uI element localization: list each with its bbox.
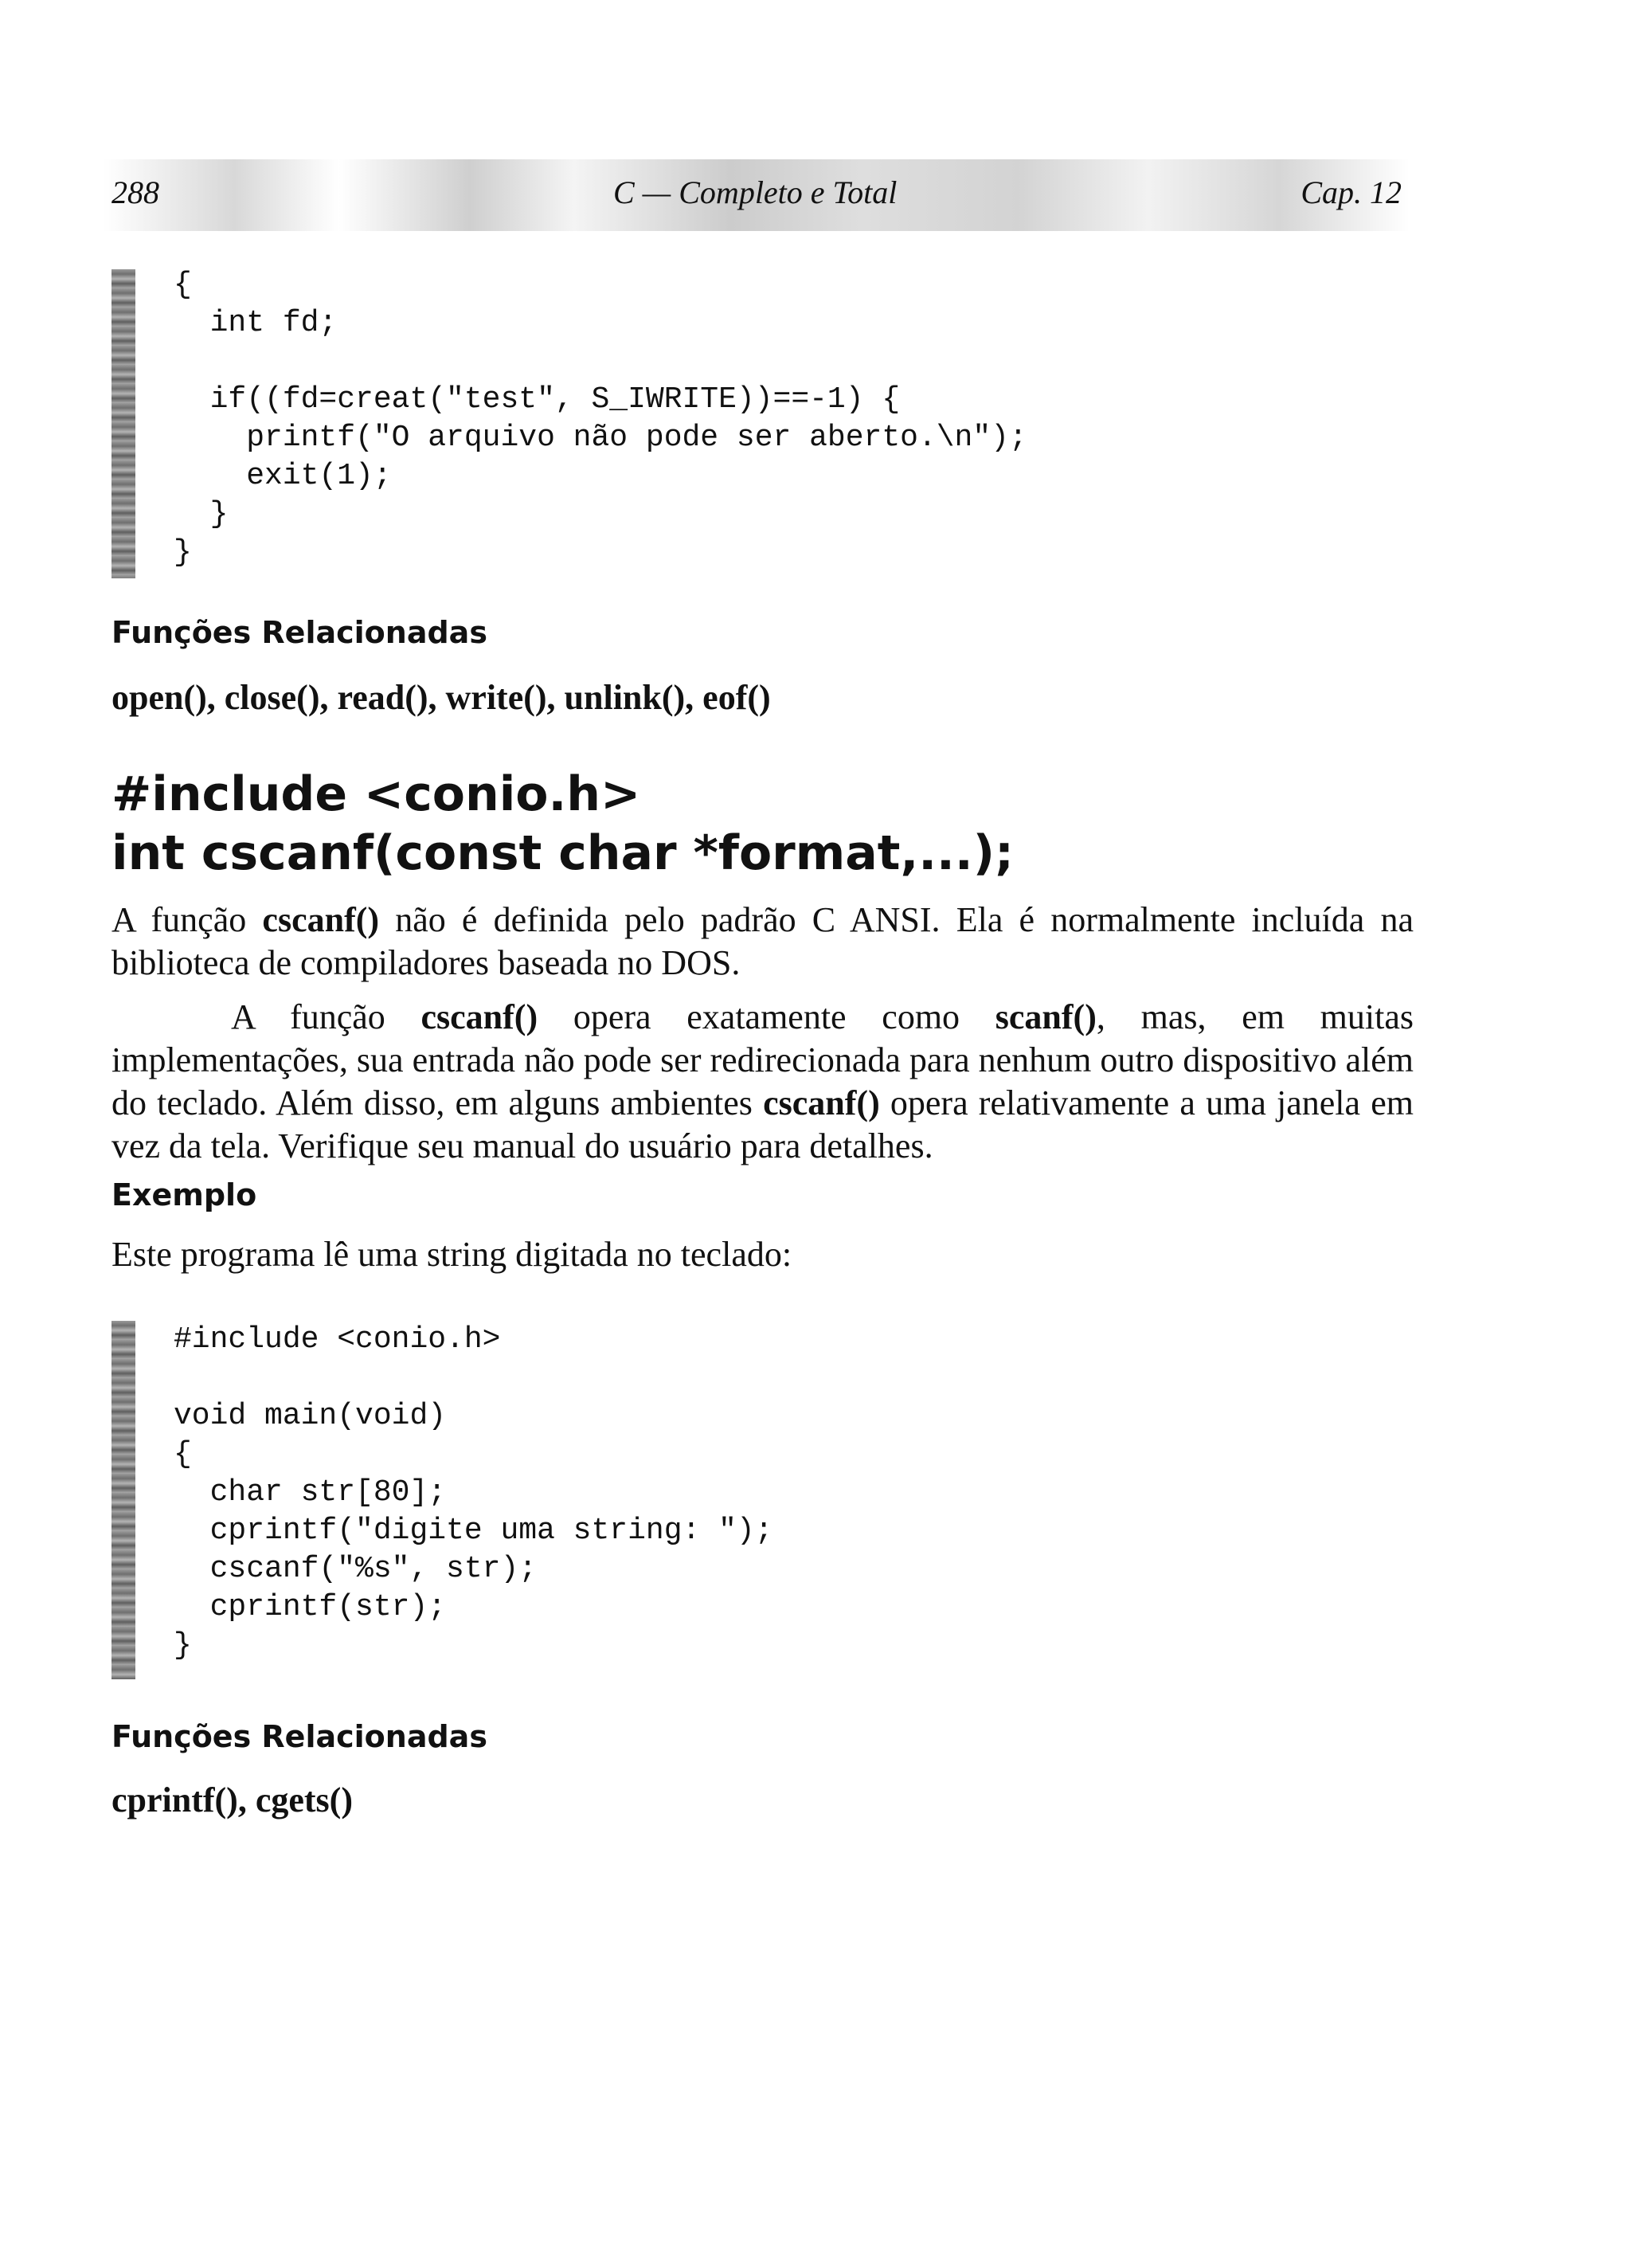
code-line: int fd; — [174, 306, 338, 340]
description-paragraph-2 — [111, 996, 1414, 1168]
book-title: C — Completo e Total — [613, 174, 898, 210]
code-lines-example — [174, 1321, 773, 1665]
code-line: } — [174, 535, 192, 570]
running-head — [104, 159, 1410, 231]
code-margin-bar — [111, 1321, 135, 1679]
code-line: #include <conio.h> — [174, 1322, 501, 1357]
example-intro: Este programa lê uma string digitada no teclado: — [111, 1235, 792, 1274]
related-functions-list: open(), close(), read(), write(), unlink(), eof() — [111, 678, 771, 717]
related-functions-heading: Funções Relacionadas — [111, 1719, 487, 1754]
function-name: cscanf() — [763, 1083, 880, 1122]
code-line — [174, 1359, 773, 1397]
code-line: } — [174, 1628, 192, 1663]
include-line: #include <conio.h> — [111, 766, 641, 822]
function-name: scanf() — [995, 997, 1097, 1036]
code-line: cscanf("%s", str); — [174, 1552, 538, 1586]
page-number: 288 — [111, 174, 159, 210]
function-name: cscanf() — [262, 900, 380, 939]
text-run: A função — [111, 900, 263, 939]
code-listing-top — [111, 269, 1147, 578]
code-line: } — [174, 497, 229, 531]
code-line: void main(void) — [174, 1399, 447, 1433]
code-line: { — [174, 268, 192, 302]
code-margin-bar — [111, 269, 135, 578]
text-run: A função — [231, 997, 421, 1036]
code-line: cprintf("digite uma string: "); — [174, 1514, 773, 1548]
text-run: opera exatamente como — [538, 997, 995, 1036]
code-line: cprintf(str); — [174, 1590, 447, 1624]
example-heading: Exemplo — [111, 1177, 257, 1212]
related-functions-heading: Funções Relacionadas — [111, 615, 487, 650]
code-line: if((fd=creat("test", S_IWRITE))==-1) { — [174, 382, 901, 417]
code-line: exit(1); — [174, 459, 392, 493]
text-run: opera relativamente a uma janela em vez da tela. Verifique seu manual do usuário para detalhes. — [111, 1083, 1414, 1165]
code-line: printf("O arquivo não pode ser aberto.\n"); — [174, 421, 1027, 455]
code-lines-top — [174, 266, 1027, 572]
related-functions-list: cprintf(), cgets() — [111, 1780, 353, 1819]
text-run: não é definida pelo padrão C ANSI. Ela é normalmente incluída na biblioteca de compiladores baseada no DOS. — [111, 900, 1414, 982]
function-signature-heading — [111, 765, 1014, 883]
code-line — [174, 343, 1027, 381]
code-line: { — [174, 1437, 192, 1471]
function-name: cscanf() — [420, 997, 538, 1036]
text-run: , mas, em muitas implementações, sua entrada não pode ser redirecionada para nenhum outro dispositivo além do teclado. Além disso, em alguns ambientes — [111, 997, 1414, 1122]
code-line: char str[80]; — [174, 1475, 447, 1510]
description-paragraph-1 — [111, 899, 1414, 985]
chapter-label: Cap. 12 — [1300, 174, 1402, 210]
prototype-line: int cscanf(const char *format,...); — [111, 825, 1015, 881]
code-listing-example — [111, 1321, 1147, 1679]
